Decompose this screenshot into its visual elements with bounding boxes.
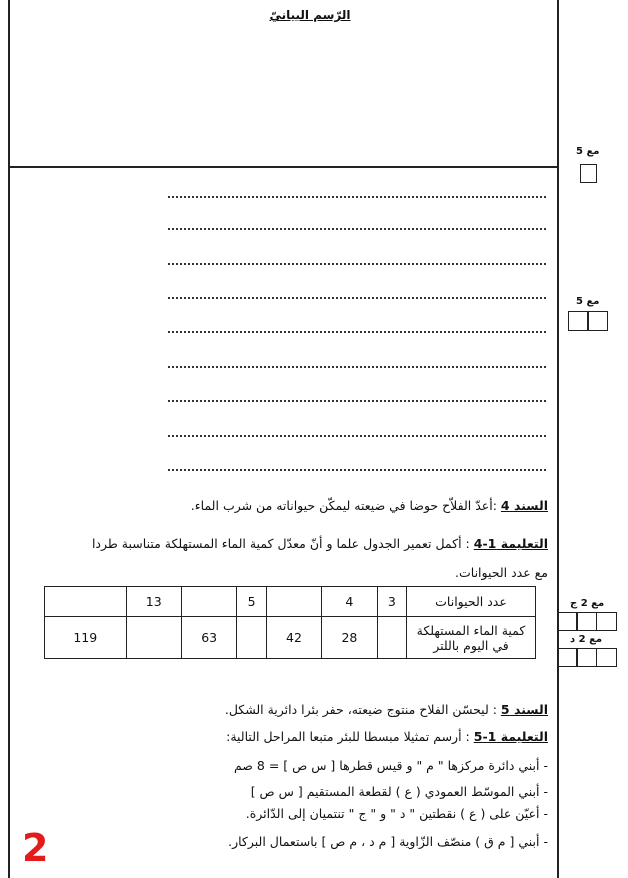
row-header-water bbox=[407, 617, 536, 659]
task41-text-continued: مع عدد الحيوانات. bbox=[455, 565, 548, 580]
table-cell[interactable] bbox=[377, 617, 406, 659]
proportionality-table bbox=[44, 586, 536, 659]
task51-label: التعليمة 1-5 bbox=[473, 729, 548, 744]
sanad5-label: السند 5 bbox=[500, 702, 548, 717]
step-item: - أعيّن على ( ع ) نقطتين " د " و " ج " تنتميان إلى الدّائرة. bbox=[245, 806, 548, 821]
task41-paragraph bbox=[92, 536, 548, 551]
sanad5-text: : ليحسّن الفلاح منتوج ضيعته، حفر بئرا دائرية الشكل. bbox=[224, 702, 497, 717]
answer-line[interactable] bbox=[168, 435, 546, 437]
task41-label: التعليمة 1-4 bbox=[473, 536, 548, 551]
grade-cells bbox=[558, 648, 617, 667]
step-item: - أبني دائرة مركزها " م " و قيس قطرها [ س ص ] = 8 صم bbox=[233, 758, 548, 773]
row-header-water-line2: في اليوم باللتر bbox=[433, 637, 509, 653]
row-header-water-line1: كمية الماء المستهلكة bbox=[416, 622, 526, 638]
answer-line[interactable] bbox=[168, 297, 546, 299]
grade-cell[interactable] bbox=[587, 311, 608, 331]
criterion-label: مع 5 bbox=[576, 146, 600, 157]
page-number: 2 bbox=[22, 826, 49, 870]
grade-cells bbox=[558, 612, 617, 631]
right-margin-line bbox=[557, 0, 559, 878]
table-cell[interactable]: 3 bbox=[377, 587, 406, 617]
table-cell[interactable]: 42 bbox=[266, 617, 321, 659]
row-header-animals: عدد الحيوانات bbox=[407, 587, 536, 617]
grade-cell[interactable] bbox=[576, 612, 597, 631]
criterion-label: مع 2 ج bbox=[570, 598, 605, 609]
table-cell[interactable] bbox=[45, 587, 127, 617]
table-cell[interactable]: 4 bbox=[322, 587, 377, 617]
table-cell[interactable]: 28 bbox=[322, 617, 377, 659]
table-cell[interactable] bbox=[126, 617, 181, 659]
table-cell[interactable]: 119 bbox=[45, 617, 127, 659]
graph-title: الرّسم البيانيّ bbox=[269, 8, 351, 22]
grade-cell[interactable] bbox=[557, 612, 578, 631]
answer-line[interactable] bbox=[168, 331, 546, 333]
table-cell[interactable]: 63 bbox=[181, 617, 236, 659]
answer-line[interactable] bbox=[168, 196, 546, 198]
grade-box[interactable] bbox=[580, 164, 597, 183]
task41-text: : أكمل تعمير الجدول علما و أنّ معدّل كمية الماء المستهلكة متناسبة طردا bbox=[91, 536, 470, 551]
criterion-label: مع 5 bbox=[576, 296, 600, 307]
sanad4-label: السند 4 bbox=[500, 498, 548, 513]
grade-cell[interactable] bbox=[596, 648, 617, 667]
left-margin-line bbox=[8, 0, 10, 878]
grade-cell[interactable] bbox=[596, 612, 617, 631]
task51-text: : أرسم تمثيلا مبسطا للبئر متبعا المراحل التالية: bbox=[226, 729, 470, 744]
sanad4-text: :أعدّ الفلاّح حوضا في ضيعته ليمكّن حيواناته من شرب الماء. bbox=[190, 498, 497, 513]
sanad5-paragraph bbox=[225, 702, 548, 717]
step-item: - أبني [ م ق ) منصّف الزّاوية [ م د ، م ص ] باستعمال البركار. bbox=[228, 834, 548, 849]
answer-line[interactable] bbox=[168, 263, 546, 265]
table-cell[interactable]: 5 bbox=[237, 587, 266, 617]
answer-line[interactable] bbox=[168, 469, 546, 471]
criterion-label: مع 2 د bbox=[570, 634, 603, 645]
grade-cells bbox=[569, 311, 608, 331]
grade-cell[interactable] bbox=[568, 311, 589, 331]
graph-area-bottom-line bbox=[8, 166, 559, 168]
step-item: - أبني الموسّط العمودي ( ع ) لقطعة المستقيم [ س ص ] bbox=[250, 784, 548, 799]
answer-line[interactable] bbox=[168, 366, 546, 368]
sanad4-paragraph bbox=[191, 498, 548, 513]
table-cell[interactable] bbox=[266, 587, 321, 617]
answer-line[interactable] bbox=[168, 400, 546, 402]
task51-paragraph bbox=[226, 729, 548, 744]
table-cell[interactable]: 13 bbox=[126, 587, 181, 617]
table-cell[interactable] bbox=[181, 587, 236, 617]
answer-line[interactable] bbox=[168, 228, 546, 230]
table-cell[interactable] bbox=[237, 617, 266, 659]
grade-cell[interactable] bbox=[557, 648, 578, 667]
grade-cell[interactable] bbox=[576, 648, 597, 667]
